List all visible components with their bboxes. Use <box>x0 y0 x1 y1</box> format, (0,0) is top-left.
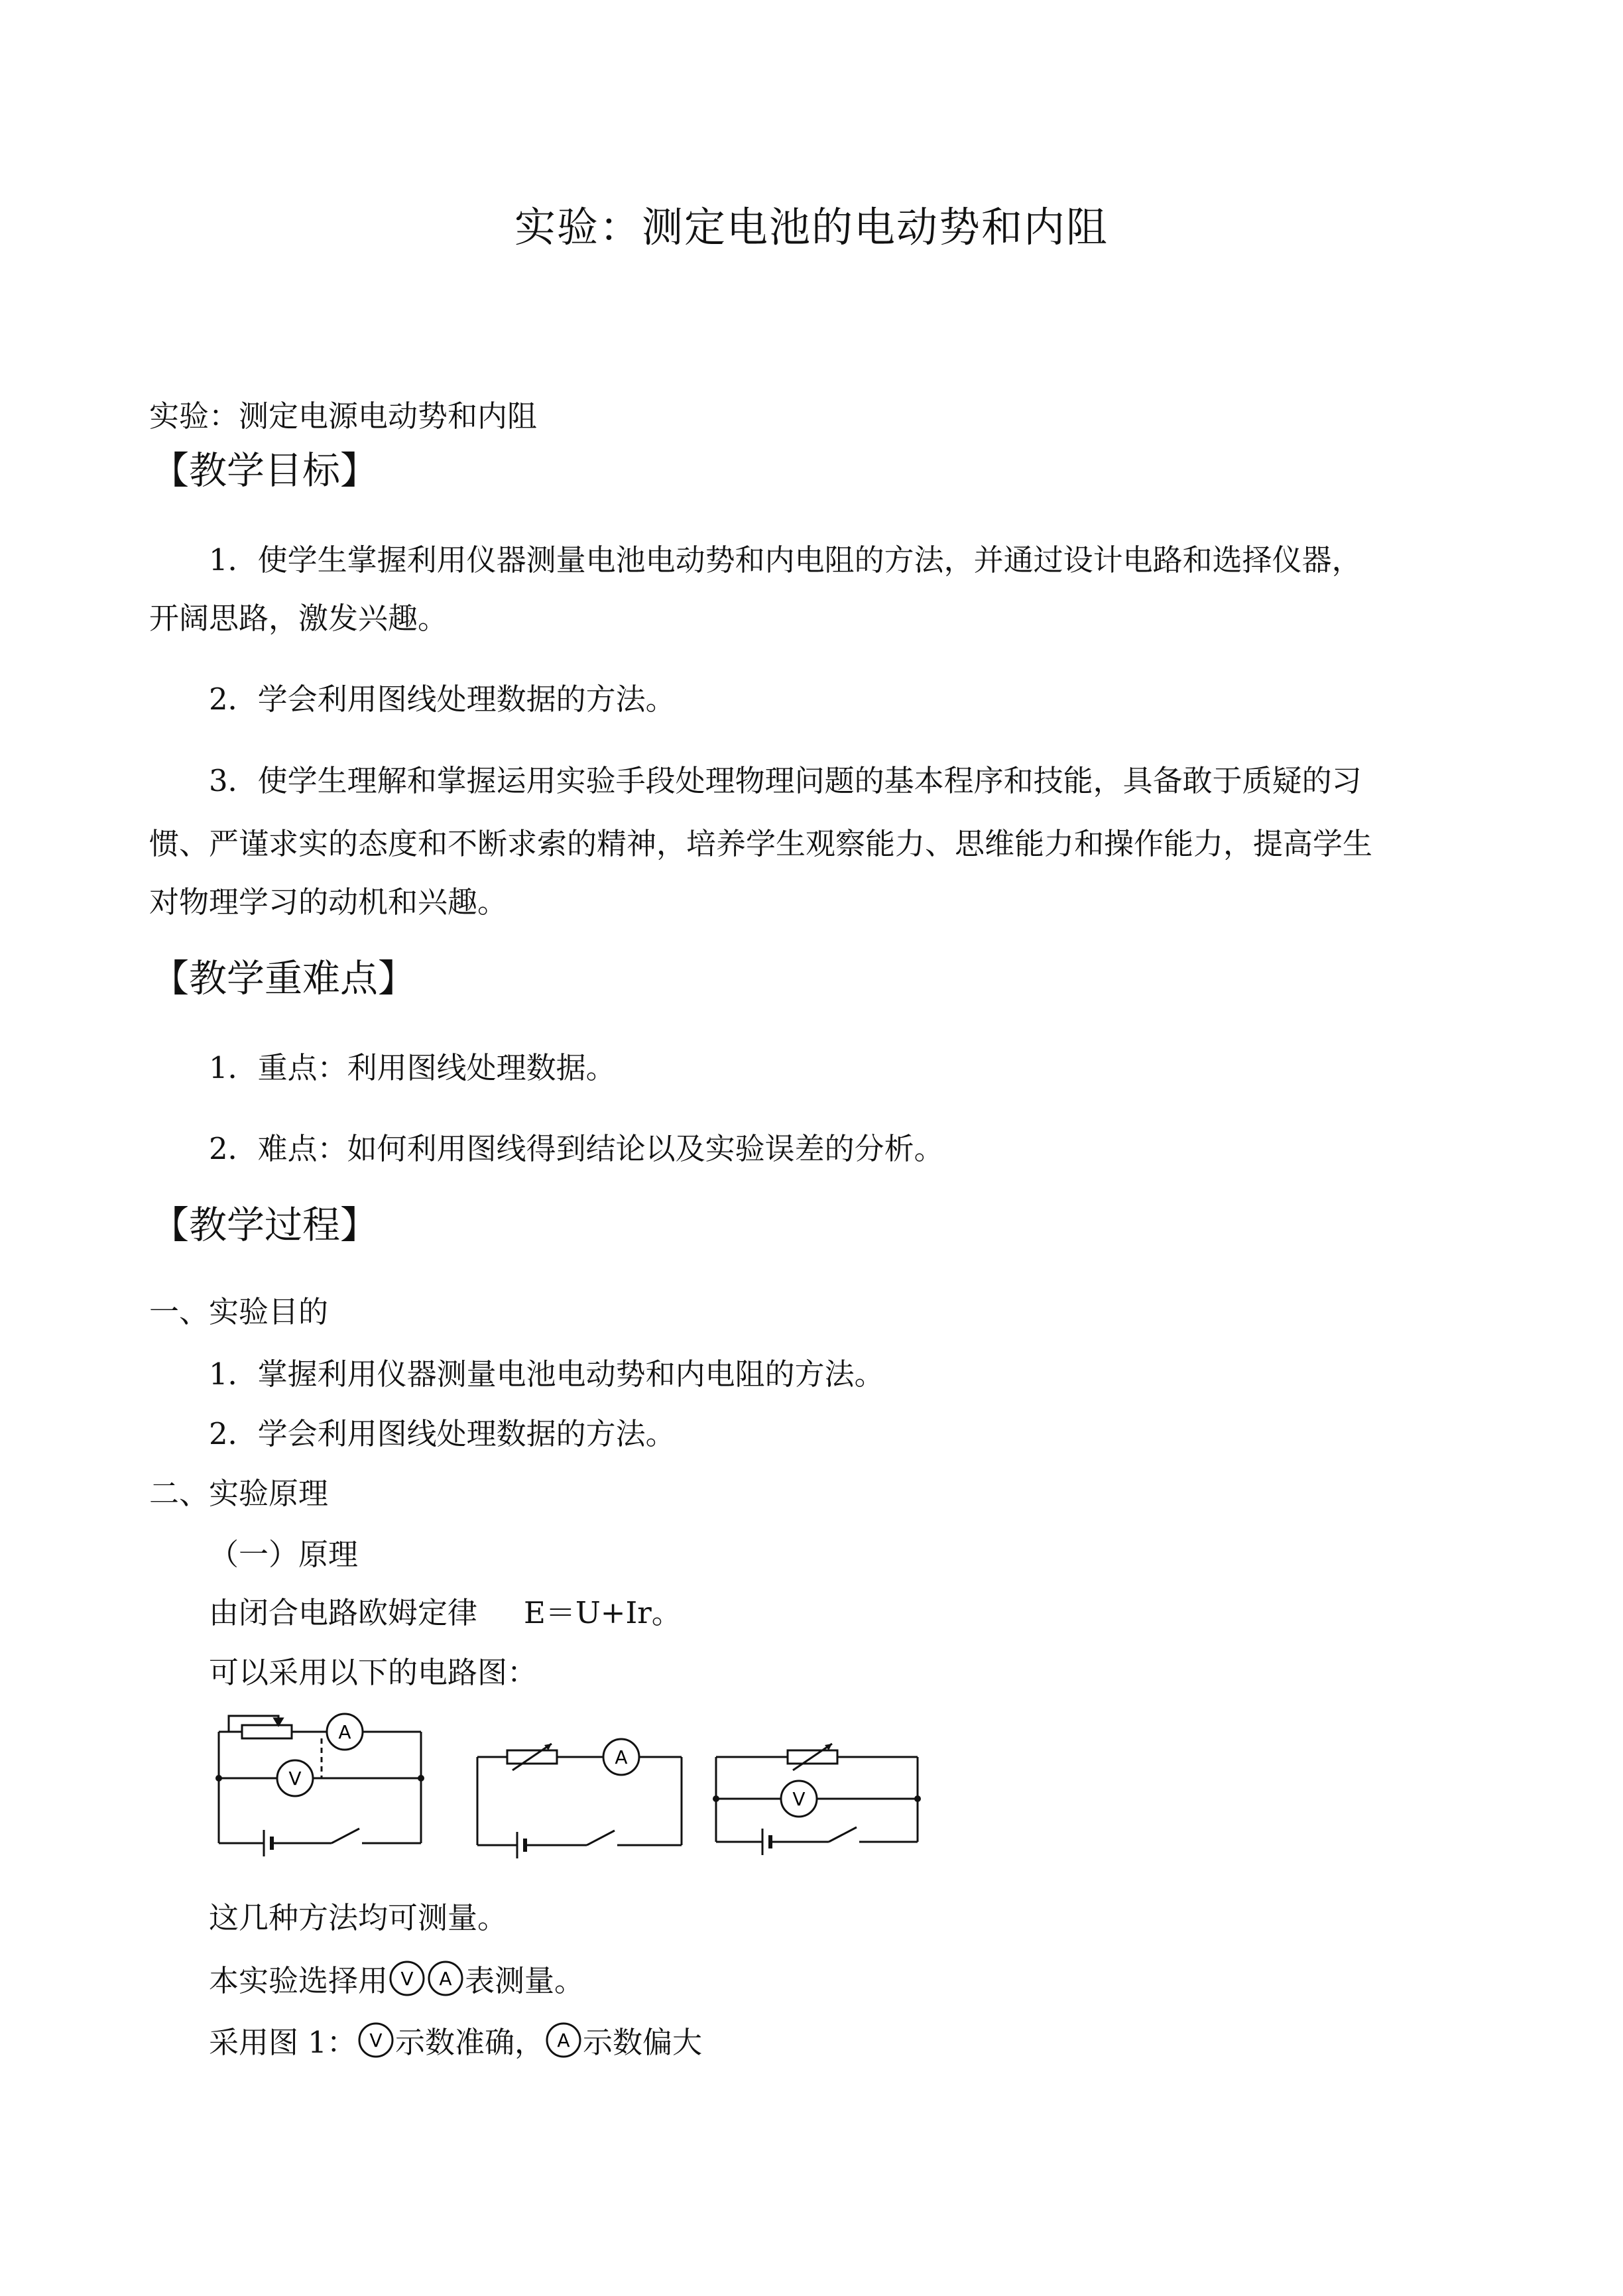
ammeter-label: A <box>338 1721 351 1743</box>
principle-title: （一）原理 <box>209 1537 359 1572</box>
fig1-line <box>209 2021 702 2059</box>
keypoint-2: 2．难点：如何利用图线得到结论以及实验误差的分析。 <box>209 1131 944 1166</box>
part1-item-2: 2．学会利用图线处理数据的方法。 <box>209 1416 676 1451</box>
ammeter-icon <box>426 1959 465 1998</box>
junction-dot <box>418 1775 424 1782</box>
junction-dot <box>713 1795 719 1802</box>
objective-2: 2．学会利用图线处理数据的方法。 <box>209 682 676 717</box>
law-line <box>209 1595 682 1630</box>
svg-text:A: A <box>557 2029 570 2051</box>
keypoint-1: 1．重点：利用图线处理数据。 <box>209 1050 616 1085</box>
voltmeter-icon <box>388 1959 426 1998</box>
objectives-heading: 【教学目标】 <box>151 449 378 493</box>
rheostat-slider <box>229 1716 278 1732</box>
svg-text:V: V <box>400 1968 414 1990</box>
part2-title: 二、实验原理 <box>149 1476 329 1511</box>
process-heading: 【教学过程】 <box>151 1203 378 1247</box>
rheostat-resistor <box>242 1725 292 1738</box>
switch <box>587 1831 615 1845</box>
objective-1-line-2: 开阔思路，激发兴趣。 <box>149 601 448 636</box>
variable-arrow <box>512 1744 552 1770</box>
ammeter-label: A <box>615 1746 628 1768</box>
part1-title: 一、实验目的 <box>149 1294 329 1329</box>
circuits-intro: 可以采用以下的电路图： <box>209 1655 538 1690</box>
keypoints-heading: 【教学重难点】 <box>151 957 416 1000</box>
methods-text: 这几种方法均可测量。 <box>209 1900 508 1935</box>
circuit-diagram-1 <box>206 1704 431 1856</box>
circuit-diagram-3 <box>708 1729 933 1862</box>
choose-prefix: 本实验选择用 <box>209 1963 389 1998</box>
svg-text:A: A <box>439 1968 452 1990</box>
voltmeter-label: V <box>792 1788 806 1810</box>
voltmeter-label: V <box>288 1768 302 1789</box>
part1-item-1: 1．掌握利用仪器测量电池电动势和内电阻的方法。 <box>209 1357 884 1392</box>
fig1-prefix: 采用图 1： <box>209 2025 357 2060</box>
switch <box>331 1829 359 1843</box>
subtitle: 实验：测定电源电动势和内阻 <box>149 398 538 434</box>
svg-text:V: V <box>369 2029 383 2051</box>
fig1-suffix: 示数偏大 <box>582 2025 702 2060</box>
variable-arrow <box>793 1744 832 1770</box>
circuit-diagram-2 <box>467 1729 693 1862</box>
junction-dot <box>914 1795 921 1802</box>
objective-3-line-3: 对物理学习的动机和兴趣。 <box>149 884 508 920</box>
law-text: 由闭合电路欧姆定律 <box>209 1595 478 1630</box>
voltmeter-icon <box>357 2021 395 2059</box>
ammeter-icon <box>544 2021 583 2059</box>
switch <box>829 1827 857 1842</box>
choose-suffix: 表测量。 <box>465 1963 585 1998</box>
choose-line <box>209 1959 584 1998</box>
objective-3-line-2: 惯、严谨求实的态度和不断求索的精神，培养学生观察能力、思维能力和操作能力，提高学生 <box>149 826 1373 861</box>
formula: E＝U+Ir。 <box>524 1595 682 1630</box>
page-title: 实验：测定电池的电动势和内阻 <box>514 203 1109 251</box>
objective-3-line-1: 3．使学生理解和掌握运用实验手段处理物理问题的基本程序和技能，具备敢于质疑的习 <box>209 763 1362 798</box>
objective-1-line-1: 1．使学生掌握利用仪器测量电池电动势和内电阻的方法，并通过设计电路和选择仪器， <box>209 542 1362 577</box>
junction-dot <box>215 1775 222 1782</box>
fig1-mid: 示数准确， <box>394 2025 544 2060</box>
